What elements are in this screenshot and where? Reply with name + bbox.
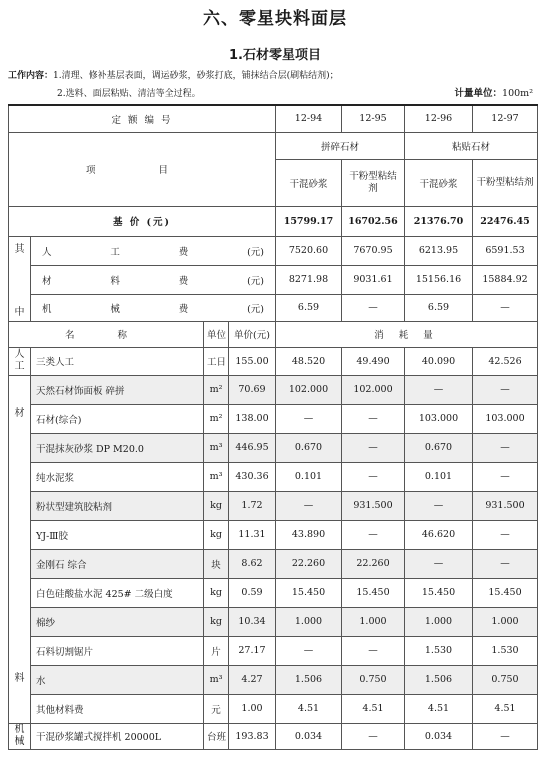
material-value: 1.530 [473,636,538,665]
material-name: 其他材料费 [31,694,204,723]
material-row [9,665,538,694]
subtype-cell: 干粉型粘结剂 [342,159,405,206]
labor-price: 155.00 [229,347,276,375]
material-row [9,694,538,723]
unit-col-header: 单位 [204,321,229,347]
material-price: 430.36 [229,462,276,491]
material-value: 1.506 [405,665,473,694]
material-value: 1.000 [276,607,342,636]
base-price-label: 基 价 (元) [9,206,276,236]
cost-unit: (元) [247,275,264,287]
cost-value: 6213.95 [405,236,473,265]
cost-char: 人 [42,246,52,258]
material-price: 138.00 [229,404,276,433]
base-price-cell: 21376.70 [405,206,473,236]
material-price: 446.95 [229,433,276,462]
material-name: 白色硅酸盐水泥 425# 二级白度 [31,578,204,607]
material-name: 石料切割锯片 [31,636,204,665]
material-value: 103.000 [405,404,473,433]
material-unit: m³ [204,665,229,694]
price-col-header: 单价(元) [229,321,276,347]
item-label: 项 目 [9,132,276,206]
cost-char: 工 [110,246,120,258]
machinery-name: 干混砂浆罐式搅拌机 20000L [31,723,204,749]
material-name: YJ-Ⅲ胶 [31,520,204,549]
material-name: 天然石材饰面板 碎拼 [31,375,204,404]
material-value: 1.000 [405,607,473,636]
base-price-cell: 15799.17 [276,206,342,236]
cost-value: — [342,294,405,321]
work-content-label: 工作内容： [8,71,54,81]
material-value: — [276,491,342,520]
material-value: 22.260 [342,549,405,578]
material-unit: 元 [204,694,229,723]
material-unit: m³ [204,462,229,491]
material-value: 4.51 [276,694,342,723]
material-unit: m² [204,404,229,433]
cost-label [31,236,276,265]
material-name: 棉纱 [31,607,204,636]
material-value: 1.506 [276,665,342,694]
material-unit: kg [204,607,229,636]
material-unit: 块 [204,549,229,578]
cost-char: 费 [178,303,189,315]
quota-no-label: 定 额 编 号 [9,105,276,132]
code-cell: 12-95 [342,105,405,132]
material-name: 纯水泥浆 [31,462,204,491]
material-value: 931.500 [473,491,538,520]
cost-breakdown-side [9,236,31,321]
material-price: 8.62 [229,549,276,578]
material-name: 石材(综合) [31,404,204,433]
material-value: 0.750 [342,665,405,694]
material-price: 1.72 [229,491,276,520]
material-row [9,520,538,549]
machinery-value: 0.034 [276,723,342,749]
cost-value: 9031.61 [342,265,405,294]
quota-table [8,104,538,750]
code-cell: 12-97 [473,105,538,132]
material-unit: kg [204,520,229,549]
consumption-header: 消 耗 量 [276,321,538,347]
cost-char: 械 [110,303,120,315]
base-price-cell: 16702.56 [342,206,405,236]
labor-name: 三类人工 [31,347,204,375]
machinery-price: 193.83 [229,723,276,749]
material-value: 15.450 [276,578,342,607]
material-row [9,491,538,520]
material-value: 15.450 [342,578,405,607]
cost-unit: (元) [247,303,264,315]
cost-char: 机 [42,303,52,315]
cost-value: 6.59 [276,294,342,321]
material-value: — [342,462,405,491]
material-value: 0.750 [473,665,538,694]
material-value: 4.51 [342,694,405,723]
group-header: 粘贴石材 [405,132,538,159]
code-cell: 12-96 [405,105,473,132]
cost-side-bottom: 中 [14,306,25,318]
material-unit: m² [204,375,229,404]
measurement-unit [455,85,533,99]
labor-value: 49.490 [342,347,405,375]
materials-side-top: 材 [14,408,25,419]
material-value: — [276,404,342,433]
work-content-text1: 1.清理、修补基层表面，调运砂浆，砂浆打底，铺抹结合层(刷粘结剂)； [53,71,339,81]
material-value: — [276,636,342,665]
labor-unit: 工日 [204,347,229,375]
material-price: 27.17 [229,636,276,665]
material-value: — [473,549,538,578]
subtype-cell: 干混砂浆 [276,159,342,206]
subtype-cell: 干粉型粘结剂 [473,159,538,206]
material-price: 1.00 [229,694,276,723]
material-row [9,636,538,665]
material-value: — [473,375,538,404]
material-value: 43.890 [276,520,342,549]
cost-value: 15884.92 [473,265,538,294]
material-value: — [473,520,538,549]
cost-label [31,265,276,294]
material-value: 102.000 [276,375,342,404]
cost-value: 8271.98 [276,265,342,294]
materials-side-bottom: 料 [14,673,25,684]
material-value: 46.620 [405,520,473,549]
material-row [9,578,538,607]
material-row [9,607,538,636]
material-price: 4.27 [229,665,276,694]
machinery-value: 0.034 [405,723,473,749]
material-value: — [473,433,538,462]
labor-side: 人工 [9,347,31,375]
cost-char: 料 [110,275,120,287]
material-value: 4.51 [405,694,473,723]
work-content-line2: 2.选料、面层粘贴、清洁等全过程。 [57,89,201,99]
machinery-unit: 台班 [204,723,229,749]
material-value: 1.530 [405,636,473,665]
subtype-cell: 干混砂浆 [405,159,473,206]
material-value: 15.450 [405,578,473,607]
material-value: 22.260 [276,549,342,578]
material-value: — [405,549,473,578]
material-unit: m³ [204,433,229,462]
material-price: 0.59 [229,578,276,607]
material-row [9,462,538,491]
material-value: 0.101 [405,462,473,491]
cost-value: — [473,294,538,321]
machinery-side: 机械 [9,723,31,749]
work-content-line1 [8,68,339,81]
material-value: 103.000 [473,404,538,433]
material-value: 0.101 [276,462,342,491]
material-value: 4.51 [473,694,538,723]
material-value: — [405,375,473,404]
material-value: — [342,520,405,549]
cost-char: 材 [42,275,52,287]
cost-value: 6.59 [405,294,473,321]
name-col-header: 名 称 [9,321,204,347]
labor-value: 40.090 [405,347,473,375]
material-row [9,404,538,433]
material-value: — [473,462,538,491]
cost-label [31,294,276,321]
unit-value: 100m² [502,88,533,99]
material-value: — [342,636,405,665]
material-name: 金刚石 综合 [31,549,204,578]
machinery-value: — [473,723,538,749]
cost-char: 费 [178,246,189,258]
material-price: 11.31 [229,520,276,549]
material-row [9,375,538,404]
material-value: — [342,404,405,433]
machinery-value: — [342,723,405,749]
material-value: 15.450 [473,578,538,607]
material-unit: kg [204,491,229,520]
material-name: 水 [31,665,204,694]
cost-value: 7520.60 [276,236,342,265]
material-value: — [405,491,473,520]
material-name: 粉状型建筑胶粘剂 [31,491,204,520]
material-value: 0.670 [405,433,473,462]
material-unit: kg [204,578,229,607]
cost-value: 6591.53 [473,236,538,265]
code-cell: 12-94 [276,105,342,132]
material-price: 10.34 [229,607,276,636]
material-price: 70.69 [229,375,276,404]
group-header: 拼碎石材 [276,132,405,159]
material-value: 931.500 [342,491,405,520]
cost-value: 15156.16 [405,265,473,294]
materials-side [9,375,31,723]
section-title: 六、零星块料面层 [203,9,347,29]
material-value: 102.000 [342,375,405,404]
material-name: 干混抹灰砂浆 DP M20.0 [31,433,204,462]
machinery-row [9,723,538,749]
cost-char: 费 [178,275,189,287]
material-row [9,433,538,462]
cost-value: 7670.95 [342,236,405,265]
base-price-cell: 22476.45 [473,206,538,236]
material-value: — [342,433,405,462]
subsection-title: 1.石材零星项目 [229,48,321,63]
labor-value: 42.526 [473,347,538,375]
material-value: 1.000 [342,607,405,636]
material-value: 0.670 [276,433,342,462]
unit-label: 计量单位： [454,88,503,99]
material-unit: 片 [204,636,229,665]
material-row [9,549,538,578]
cost-unit: (元) [247,246,264,258]
cost-side-top: 其 [14,243,25,255]
material-value: 1.000 [473,607,538,636]
labor-value: 48.520 [276,347,342,375]
